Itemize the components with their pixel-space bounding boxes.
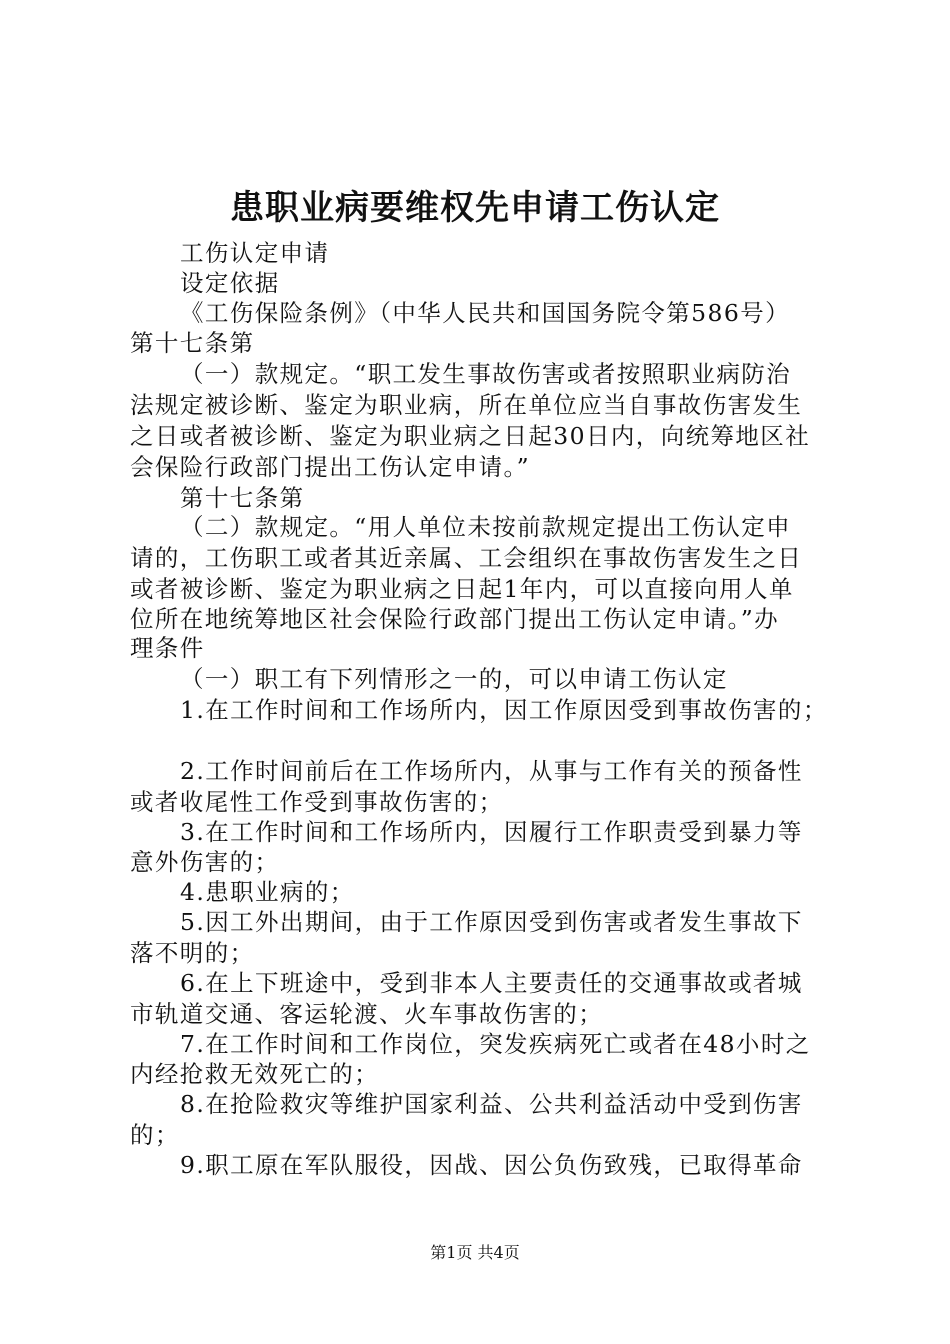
text-line: 落不明的； — [130, 939, 255, 967]
text-line: 位所在地统筹地区社会保险行政部门提出工伤认定申请。”办 — [130, 605, 780, 633]
text-line: （二）款规定。“用人单位未按前款规定提出工伤认定申 — [180, 513, 792, 541]
text-line: 请的，工伤职工或者其近亲属、工会组织在事故伤害发生之日 — [130, 544, 803, 572]
page-footer: 第1页 共4页 — [430, 1243, 520, 1262]
text-line: 1.在工作时间和工作场所内，因工作原因受到事故伤害的； — [180, 696, 828, 724]
text-line: （一）款规定。“职工发生事故伤害或者按照职业病防治 — [180, 360, 792, 388]
text-line: 第十七条第 — [180, 484, 305, 512]
text-line: 7.在工作时间和工作岗位，突发疾病死亡或者在48小时之 — [180, 1030, 811, 1058]
text-line: 3.在工作时间和工作场所内，因履行工作职责受到暴力等 — [180, 818, 803, 846]
text-line: 设定依据 — [180, 269, 280, 297]
text-line: 9.职工原在军队服役，因战、因公负伤致残，已取得革命 — [180, 1151, 803, 1179]
text-line: 或者收尾性工作受到事故伤害的； — [130, 788, 504, 816]
text-line: 《工伤保险条例》（中华人民共和国国务院令第586号） — [180, 299, 791, 327]
text-line: 的； — [130, 1121, 180, 1149]
text-line: 理条件 — [130, 634, 205, 662]
text-line: 6.在上下班途中，受到非本人主要责任的交通事故或者城 — [180, 969, 803, 997]
text-line: （一）职工有下列情形之一的，可以申请工伤认定 — [180, 665, 728, 693]
text-line: 2.工作时间前后在工作场所内，从事与工作有关的预备性 — [180, 757, 803, 785]
document-title: 患职业病要维权先申请工伤认定 — [230, 188, 720, 228]
text-line: 5.因工外出期间，由于工作原因受到伤害或者发生事故下 — [180, 908, 803, 936]
text-line: 或者被诊断、鉴定为职业病之日起1年内，可以直接向用人单 — [130, 575, 794, 603]
text-line: 市轨道交通、客运轮渡、火车事故伤害的； — [130, 1000, 604, 1028]
text-line: 法规定被诊断、鉴定为职业病，所在单位应当自事故伤害发生 — [130, 391, 803, 419]
text-line: 第十七条第 — [130, 329, 255, 357]
text-line: 8.在抢险救灾等维护国家利益、公共利益活动中受到伤害 — [180, 1090, 803, 1118]
text-line: 会保险行政部门提出工伤认定申请。” — [130, 453, 531, 481]
text-line: 工伤认定申请 — [180, 239, 330, 267]
text-line: 4.患职业病的； — [180, 878, 355, 906]
text-line: 意外伤害的； — [130, 848, 280, 876]
text-line: 内经抢救无效死亡的； — [130, 1060, 379, 1088]
text-line: 之日或者被诊断、鉴定为职业病之日起30日内，向统筹地区社 — [130, 422, 811, 450]
